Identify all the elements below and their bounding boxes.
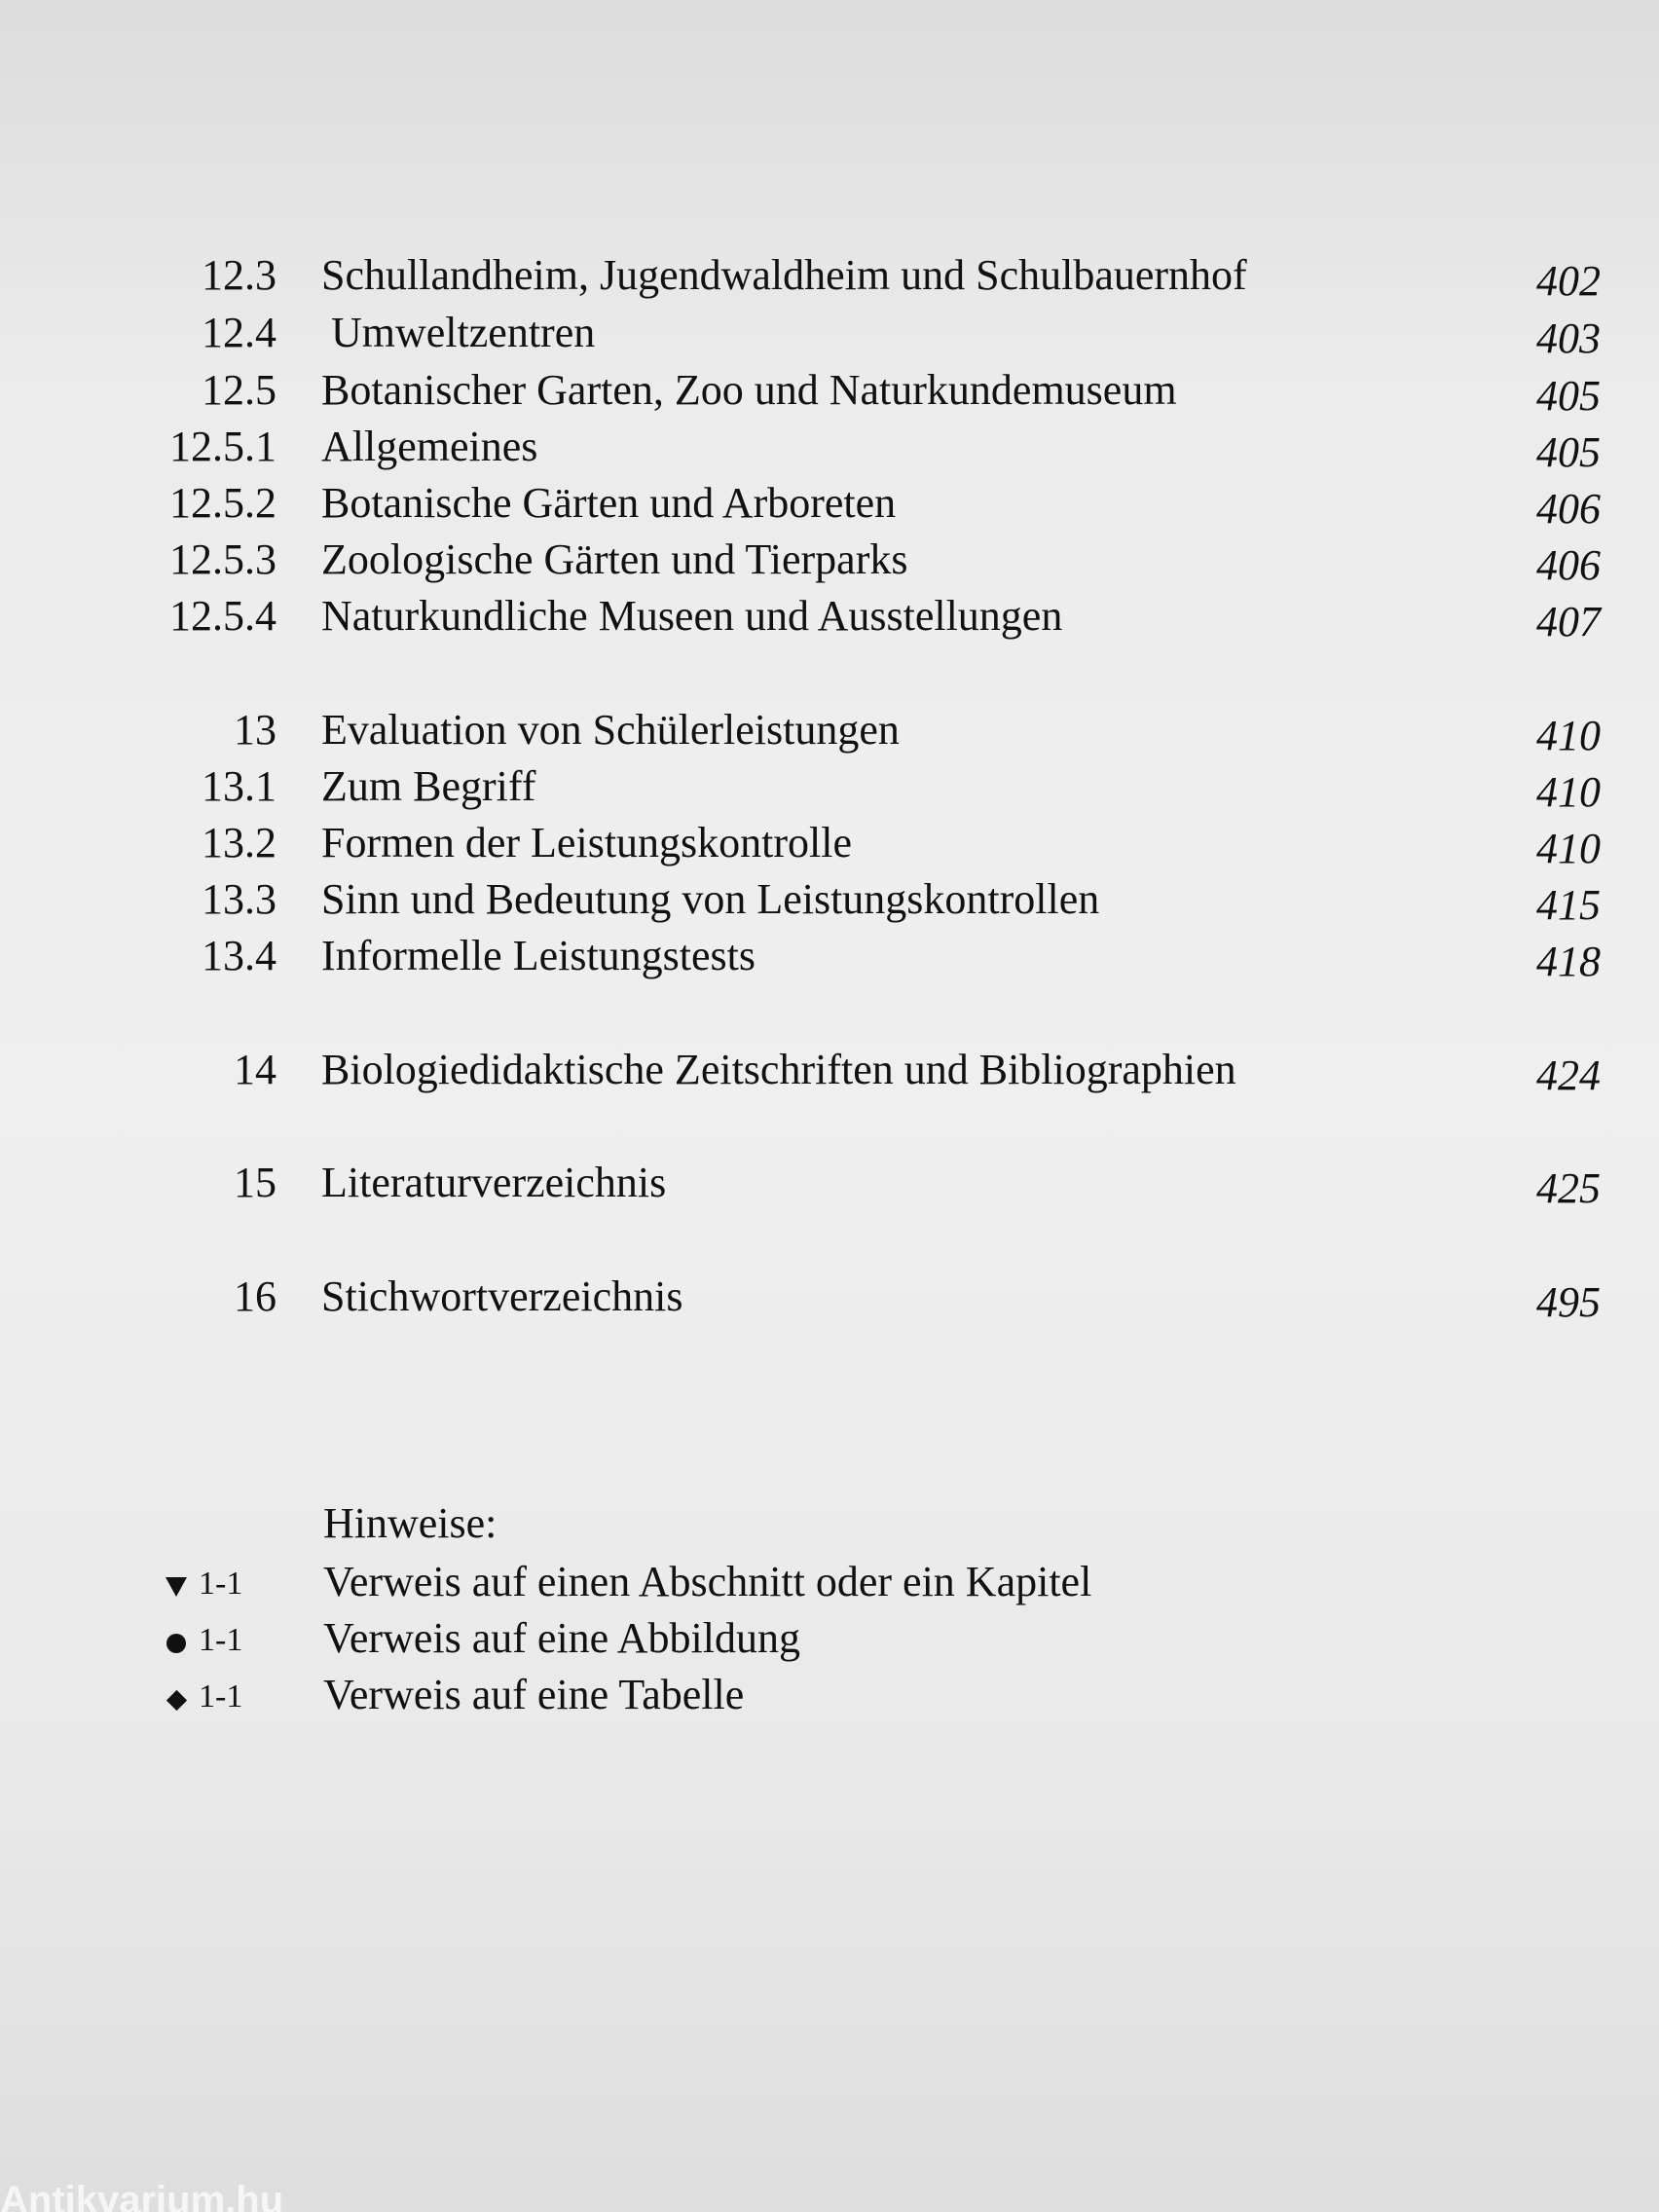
legend-label: 1-1 [199, 1678, 243, 1714]
watermark: Antikvarium.hu [0, 2179, 284, 2212]
toc-entry-number: 13.1 [202, 762, 276, 810]
toc-entry-number: 12.5 [202, 366, 276, 414]
toc-entry-title: Umweltzentren [331, 309, 596, 356]
toc-entry-number: 12.5.3 [169, 535, 276, 583]
toc-entry [0, 928, 1659, 984]
circle-icon [162, 1610, 191, 1667]
toc-entry-page: 410 [1536, 712, 1601, 759]
toc-entry [0, 1269, 1659, 1325]
toc-entry [0, 305, 1659, 361]
toc-entry-title: Botanische Gärten und Arboreten [321, 479, 897, 527]
toc-entry [0, 815, 1659, 871]
legend-label: 1-1 [199, 1566, 243, 1602]
toc-entry [0, 702, 1659, 758]
toc-entry [0, 871, 1659, 928]
legend-text: Verweis auf eine Tabelle [323, 1671, 745, 1718]
toc-entry-number: 13 [234, 706, 276, 754]
toc-entry [0, 362, 1659, 419]
toc-entry-title: Botanischer Garten, Zoo und Naturkundemuseum [321, 366, 1177, 414]
toc-entry-number: 12.5.1 [169, 423, 276, 470]
toc-entry-page: 425 [1536, 1164, 1601, 1212]
toc-entry-title: Stichwortverzeichnis [321, 1272, 683, 1320]
diamond-icon [162, 1667, 191, 1723]
toc-entry-page: 418 [1536, 938, 1601, 985]
notes-heading: Hinweise: [323, 1499, 498, 1547]
toc-entry-title: Naturkundliche Museen und Ausstellungen [321, 592, 1063, 640]
toc-entry-title: Zoologische Gärten und Tierparks [321, 535, 908, 583]
toc-entry-number: 13.4 [202, 932, 276, 979]
legend-text: Verweis auf einen Abschnitt oder ein Kapitel [323, 1558, 1092, 1605]
toc-entry-page: 410 [1536, 768, 1601, 816]
legend-item [0, 1667, 1659, 1723]
toc-entry-number: 15 [234, 1159, 276, 1206]
toc-entry-page: 405 [1536, 428, 1601, 476]
toc-entry-page: 495 [1536, 1278, 1601, 1326]
toc-entry-title: Informelle Leistungstests [321, 932, 756, 979]
toc-entry-page: 406 [1536, 485, 1601, 533]
toc-entry-number: 16 [234, 1272, 276, 1320]
toc-entry [0, 532, 1659, 588]
toc-entry-page: 415 [1536, 881, 1601, 929]
toc-entry-number: 13.2 [202, 819, 276, 866]
toc-entry-title: Evaluation von Schülerleistungen [321, 706, 900, 754]
toc-entry [0, 758, 1659, 815]
toc-entry-title: Sinn und Bedeutung von Leistungskontrollen [321, 875, 1100, 923]
toc-entry-number: 12.5.4 [169, 592, 276, 640]
toc-entry [0, 1042, 1659, 1098]
toc-entry-page: 403 [1536, 314, 1601, 362]
toc-entry-title: Formen der Leistungskontrolle [321, 819, 853, 866]
toc-entry-title: Zum Begriff [321, 762, 536, 810]
toc-entry-number: 12.3 [202, 251, 276, 299]
toc-entry [0, 475, 1659, 532]
toc-entry-title: Literaturverzeichnis [321, 1159, 667, 1206]
toc-entry [0, 247, 1659, 304]
toc-entry-title: Biologiedidaktische Zeitschriften und Bibliographien [321, 1046, 1236, 1093]
toc-entry-page: 407 [1536, 598, 1601, 645]
triangle-down-icon [162, 1554, 191, 1610]
legend-item [0, 1610, 1659, 1667]
toc-entry-title: Allgemeines [321, 423, 538, 470]
toc-entry-title: Schullandheim, Jugendwaldheim und Schulbauernhof [321, 251, 1247, 299]
legend-text: Verweis auf eine Abbildung [323, 1614, 800, 1662]
toc-entry-number: 13.3 [202, 875, 276, 923]
legend-item [0, 1554, 1659, 1610]
toc-entry-page: 424 [1536, 1051, 1601, 1099]
toc-entry [0, 588, 1659, 645]
toc-entry [0, 1155, 1659, 1211]
toc-entry [0, 419, 1659, 475]
toc-entry-number: 12.4 [202, 309, 276, 356]
toc-entry-number: 14 [234, 1046, 276, 1093]
toc-entry-number: 12.5.2 [169, 479, 276, 527]
legend-label: 1-1 [199, 1622, 243, 1658]
toc-entry-page: 405 [1536, 372, 1601, 420]
toc-entry-page: 410 [1536, 825, 1601, 872]
toc-entry-page: 406 [1536, 541, 1601, 589]
toc-entry-page: 402 [1536, 257, 1601, 305]
